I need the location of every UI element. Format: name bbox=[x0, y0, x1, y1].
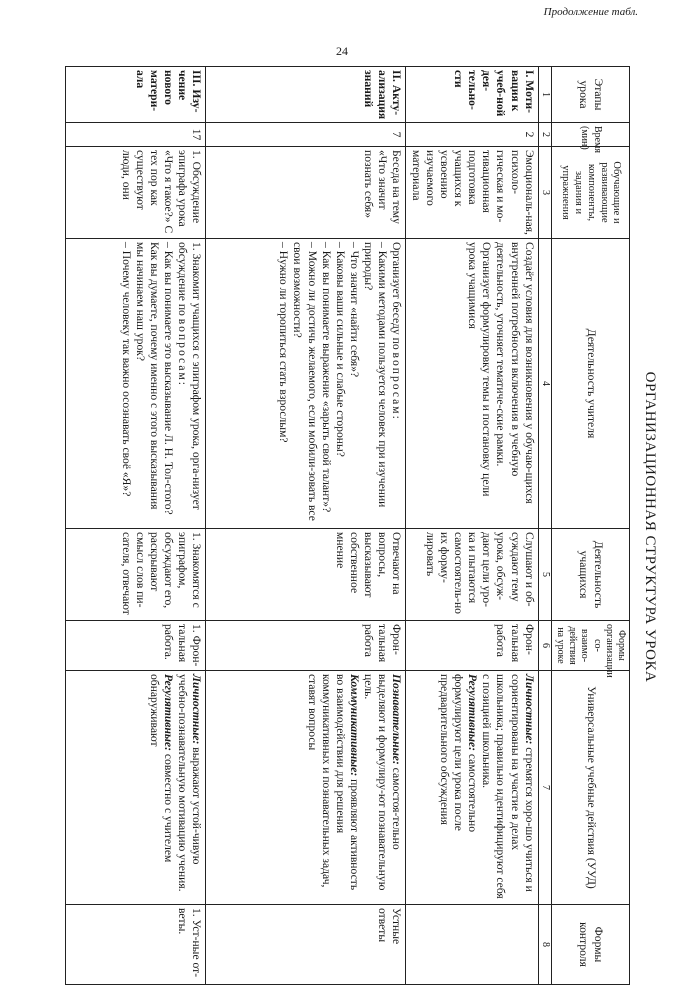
control-cell bbox=[406, 905, 538, 985]
uud-entry bbox=[175, 674, 203, 901]
teacher-question: – Нужно ли торопиться стать взрослым? bbox=[277, 242, 291, 443]
uud-text: совместно с учителем обнаруживают bbox=[148, 674, 176, 863]
uud-cell bbox=[406, 671, 538, 905]
uud-cell bbox=[206, 671, 406, 905]
uud-text: проявляют активность во взаимодействии для решения коммуникативных и познавательных задач, ставят вопросы bbox=[305, 674, 361, 891]
teacher-intro-text: 1. Знакомит учащихся с эпиграфом урока, орга-низует обсуждение по bbox=[176, 242, 204, 510]
uud-text: выражают устой-чивую учебно-познавательную мотивацию учения. bbox=[176, 674, 204, 892]
teacher-intro-spaced: вопросам: bbox=[176, 318, 190, 388]
header-components: Обучающие и развивающие компоненты, задания и упражнения bbox=[551, 147, 629, 239]
teacher-intro-spaced: вопросам: bbox=[390, 352, 404, 421]
uud-label: Коммуникативные: bbox=[348, 674, 361, 777]
header-teacher: Деятельность учителя bbox=[551, 239, 629, 529]
table-row bbox=[406, 67, 538, 985]
uud-label: Личностные: bbox=[522, 674, 536, 745]
teacher-cell bbox=[66, 239, 206, 529]
students-cell: 1. Знакомятся с эпиграфом, обсуждают его, раскрывают смысл слов пи-сателя, отвечают bbox=[66, 529, 206, 621]
uud-entry bbox=[361, 674, 403, 901]
form-cell: 1. Фрон-тальная работа. bbox=[66, 621, 206, 671]
uud-label: Личностные: bbox=[190, 674, 204, 745]
col-number: 2 bbox=[538, 123, 551, 147]
page-number: 24 bbox=[336, 44, 348, 58]
teacher-question: – Почему человеку так важно осознавать своё «Я»? bbox=[119, 242, 133, 497]
col-number: 6 bbox=[538, 621, 551, 671]
uud-entry bbox=[479, 674, 536, 901]
uud-entry bbox=[437, 674, 479, 901]
uud-cell bbox=[66, 671, 206, 905]
column-number-row bbox=[538, 67, 551, 985]
header-uud: Универсальные учебные действия (УУД) bbox=[551, 671, 629, 905]
teacher-question: – Каковы ваши сильные и слабые стороны? bbox=[333, 242, 347, 457]
teacher-question: – Как вы понимаете выражение «зарыть свой талант»? bbox=[319, 242, 333, 513]
uud-label: Регулятивные: bbox=[466, 674, 480, 751]
header-forms: Формы организации со-взаимо-действия на уроке bbox=[551, 621, 629, 671]
teacher-cell bbox=[406, 239, 538, 529]
uud-entry bbox=[147, 674, 175, 901]
teacher-question: – Что значит «найти себя»? bbox=[348, 242, 361, 378]
header-time: Время (мин) bbox=[551, 123, 629, 147]
table-row bbox=[66, 67, 206, 985]
teacher-question: – Какими методами пользуется человек при изучении природы? bbox=[362, 242, 390, 508]
table-row bbox=[206, 67, 406, 985]
time-cell: 7 bbox=[206, 123, 406, 147]
teacher-intro-text: Организует беседу по bbox=[390, 242, 404, 350]
col-number: 8 bbox=[538, 905, 551, 985]
teacher-question: – Как вы понимаете это высказывание Л. Н. Тол-стого? Как вы думаете, почему именно с этого высказывания мы начинаем наш урок? bbox=[133, 242, 176, 515]
table-title: ОРГАНИЗАЦИОННАЯ СТРУКТУРА УРОКА bbox=[642, 371, 658, 683]
control-cell: Устные ответы bbox=[206, 905, 406, 985]
uud-text: самостоятельно формулируют цели урока после предварительного обсуждения bbox=[437, 674, 480, 832]
header-row bbox=[551, 67, 629, 985]
teacher-cell bbox=[206, 239, 406, 529]
students-cell: Слушают и об-суждают тему урока, обсуж-дают цели уро-ка и пытаются самостоятель-но их форму-лировать bbox=[406, 529, 538, 621]
col-number: 5 bbox=[538, 529, 551, 621]
form-cell: Фрон-тальная работа bbox=[206, 621, 406, 671]
col-number: 7 bbox=[538, 671, 551, 905]
teacher-question: – Можно ли достичь желаемого, если мобили-зовать все свои возможности? bbox=[291, 242, 319, 521]
components-cell: Эмоциональ-ная, психоло-гическая и мо-тивационная подготовка учащихся к усвоению изучаемого материала bbox=[406, 147, 538, 239]
col-number: 3 bbox=[538, 147, 551, 239]
header-students: Деятельность учащихся bbox=[551, 529, 629, 621]
continuation-note: Продолжение табл. bbox=[543, 6, 638, 18]
time-cell: 17 bbox=[66, 123, 206, 147]
teacher-text: Создаёт условия для возникновения у обучаю-щихся внутренней потребности включения в учебную деятельность, уточняет тематиче-ские рамки. bbox=[494, 242, 536, 504]
uud-entry bbox=[304, 674, 361, 901]
uud-text: самостоя-тельно выделяют и формулиру-ют познавательную цель. bbox=[362, 674, 404, 891]
header-control: Формы контроля bbox=[551, 905, 629, 985]
uud-text: стремятся хоро-шо учиться и сориентированы на участие в делах школьника; правильно идентифицируют себя с позицией школьника. bbox=[480, 674, 536, 899]
col-number: 1 bbox=[538, 67, 551, 123]
time-cell: 2 bbox=[406, 123, 538, 147]
teacher-text: Организует формулировку темы и постановку цели урока учащимися bbox=[466, 242, 494, 497]
uud-label: Познавательные: bbox=[390, 674, 404, 765]
header-stages: Этапы урока bbox=[551, 67, 629, 123]
control-cell: 1. Уст-ные от-веты. bbox=[66, 905, 206, 985]
lesson-structure-table bbox=[65, 66, 630, 985]
teacher-intro bbox=[389, 242, 403, 525]
stage-cell: II. Акту-ализация знаний bbox=[206, 67, 406, 123]
uud-label: Регулятивные: bbox=[162, 674, 176, 751]
stage-cell: III. Изу-чение нового матери-ала bbox=[66, 67, 206, 123]
col-number: 4 bbox=[538, 239, 551, 529]
stage-cell: I. Моти-вация к учеб-ной дея-тельно-сти bbox=[406, 67, 538, 123]
components-cell: Беседа на тему «Что значит познать себя» bbox=[206, 147, 406, 239]
teacher-intro bbox=[175, 242, 203, 525]
components-cell: 1. Обсуждение эпиграфа урока «Что я такое?» С тех пор как существуют люди, они bbox=[66, 147, 206, 239]
form-cell: Фрон-тальная работа bbox=[406, 621, 538, 671]
rotated-page bbox=[34, 62, 664, 992]
students-cell: Отвечают на вопросы, высказывают собственное мнение bbox=[206, 529, 406, 621]
